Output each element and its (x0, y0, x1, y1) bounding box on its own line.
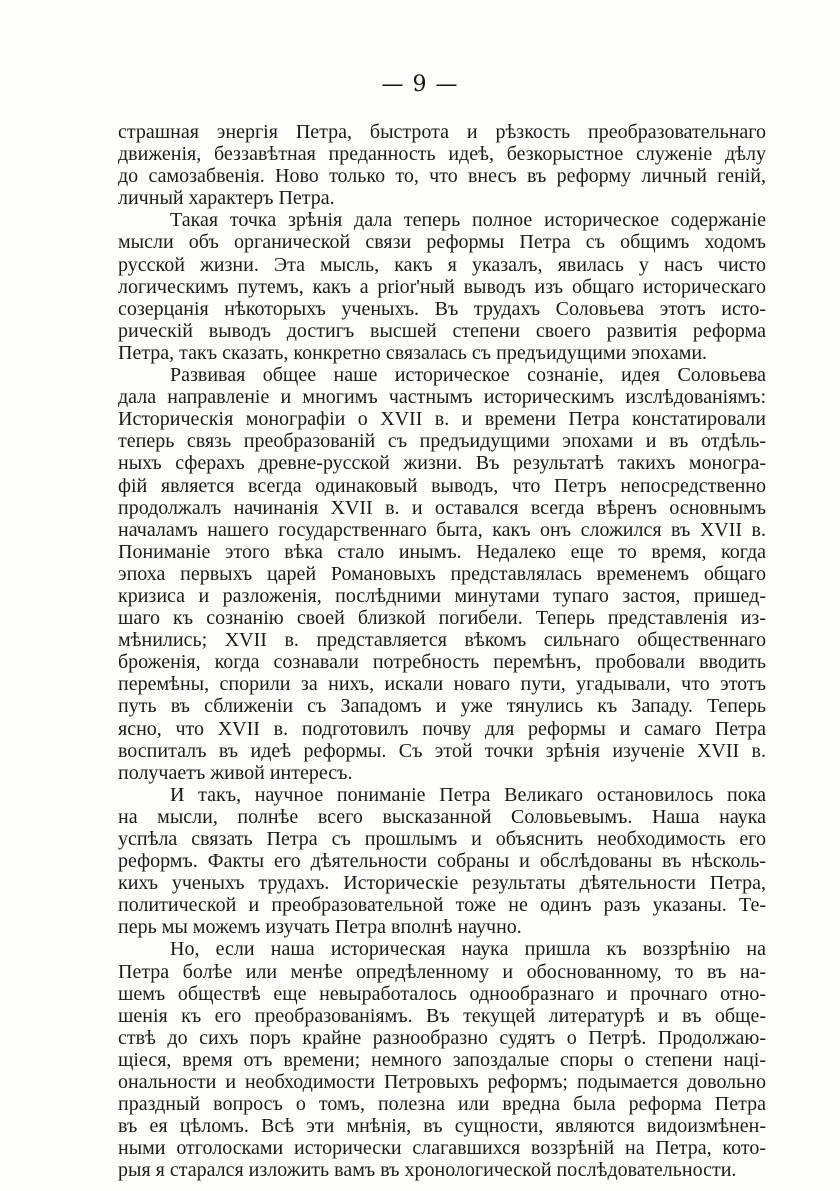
text-line: щіеся, время отъ времени; немного запоздалые споры о степени наці- (118, 1048, 766, 1071)
text-line: кихъ ученыхъ трудахъ. Историческіе результаты дѣятельности Петра, (118, 872, 766, 895)
text-line: русской жизни. Эта мысль, какъ я указалъ, явилась у насъ чисто (118, 253, 766, 276)
text-line: теперь связь преобразованій съ предъидущими эпохами и въ отдѣль- (118, 430, 766, 453)
text-line: Пониманіе этого вѣка стало инымъ. Недалеко еще то время, когда (118, 540, 766, 563)
text-line: ясно, что XVII в. подготовилъ почву для реформы и самаго Петра (118, 717, 766, 740)
text-line: реформъ. Факты его дѣятельности собраны и обслѣдованы въ нѣсколь- (118, 850, 766, 873)
text-line: И такъ, научное пониманіе Петра Великаго остановилось пока (170, 783, 766, 806)
text-line: движенія, беззавѣтная преданность идеѣ, безкорыстное служеніе дѣлу (118, 143, 766, 166)
text-line: въ ея цѣломъ. Всѣ эти мнѣнія, въ сущности, являются видоизмѣнен- (118, 1115, 766, 1138)
text-line: Петра болѣе или менѣе опредѣленному и обоснованному, то въ на- (118, 960, 766, 983)
text-line: успѣла связать Петра съ прошлымъ и объяснить необходимость его (118, 828, 766, 850)
body-text (118, 121, 766, 1182)
text-line: шемъ обществѣ еще невыработалось однообразнаго и прочнаго отно- (118, 982, 766, 1005)
text-line: логическимъ путемъ, какъ a prior'ный выводъ изъ общаго историческаго (118, 275, 766, 298)
text-line: путь въ сближеніи съ Западомъ и уже тянулись къ Западу. Теперь (118, 695, 766, 718)
text-line: эпоха первыхъ царей Романовыхъ представлялась временемъ общаго (118, 562, 766, 585)
text-line: шаго къ сознанію своей близкой погибели. Теперь представленія из- (118, 607, 766, 630)
text-line: ональности и необходимости Петровыхъ реформъ; подымается довольно (118, 1071, 766, 1094)
page-number: — 9 — (381, 72, 459, 97)
text-line: мѣнились; XVII в. представляется вѣкомъ сильнаго общественнаго (118, 629, 766, 652)
text-line: Петра, такъ сказать, конкретно связалась съ предъидущими эпохами. (118, 341, 708, 364)
text-line: Такая точка зрѣнія дала теперь полное историческое содержаніе (170, 209, 766, 232)
text-line: Но, если наша историческая наука пришла къ воззрѣнію на (170, 938, 766, 961)
text-line: рыя я старался изложить вамъ въ хронологической послѣдовательности. (118, 1159, 737, 1182)
text-line: ными отголосками исторически слагавшихся воззрѣній на Петра, кото- (118, 1137, 766, 1160)
text-line: Историческія монографіи о XVII в. и времени Петра констатировали (118, 408, 766, 431)
text-line: страшная энергія Петра, быстрота и рѣзкость преобразовательнаго (118, 121, 766, 143)
text-line: созерцанія нѣкоторыхъ ученыхъ. Въ трудахъ Соловьева этотъ исто- (118, 297, 766, 320)
text-line: началамъ нашего государственнаго быта, какъ онъ сложился въ XVII в. (118, 518, 766, 541)
text-line: личный характеръ Петра. (118, 187, 335, 210)
text-line: воспиталъ въ идеѣ реформы. Съ этой точки зрѣнія изученіе XVII в. (118, 739, 766, 762)
text-line: ствѣ до сихъ поръ крайне разнообразно судятъ о Петрѣ. Продолжаю- (118, 1026, 766, 1049)
text-line: мысли объ органической связи реформы Петра съ общимъ ходомъ (118, 231, 766, 254)
text-line: Развивая общее наше историческое сознаніе, идея Соловьева (170, 364, 766, 387)
text-line: кризиса и разложенія, послѣдними минутами тупаго застоя, пришед- (118, 584, 766, 607)
text-line: броженія, когда сознавали потребность перемѣнъ, пробовали вводить (118, 651, 766, 674)
text-line: фій является всегда одинаковый выводъ, что Петръ непосредственно (118, 474, 766, 497)
text-line: продолжалъ начинанія XVII в. и оставался всегда вѣренъ основнымъ (118, 496, 766, 519)
text-line: ныхъ сферахъ древне-русской жизни. Въ результатѣ такихъ моногра- (118, 452, 766, 475)
text-line: на мысли, полнѣе всего высказанной Соловьевымъ. Наша наука (118, 805, 766, 828)
text-line: политической и преобразовательной тоже не одинъ разъ указаны. Те- (118, 894, 766, 917)
text-line: рическій выводъ достигъ высшей степени своего развитія реформа (118, 319, 766, 342)
text-line: шенія къ его преобразованіямъ. Въ текущей литературѣ и въ обще- (118, 1004, 766, 1027)
text-line: получаетъ живой интересъ. (118, 761, 353, 784)
text-line: перемѣны, спорили за нихъ, искали новаго пути, угадывали, что этотъ (118, 673, 766, 696)
text-line: праздный вопросъ о томъ, полезна или вредна была реформа Петра (118, 1093, 766, 1116)
text-line: перь мы можемъ изучать Петра вполнѣ научно. (118, 916, 522, 939)
text-line: до самозабвенія. Ново только то, что внесъ въ реформу личный геній, (118, 165, 766, 188)
text-line: дала направленіе и многимъ частнымъ историческимъ изслѣдованіямъ: (118, 386, 766, 409)
